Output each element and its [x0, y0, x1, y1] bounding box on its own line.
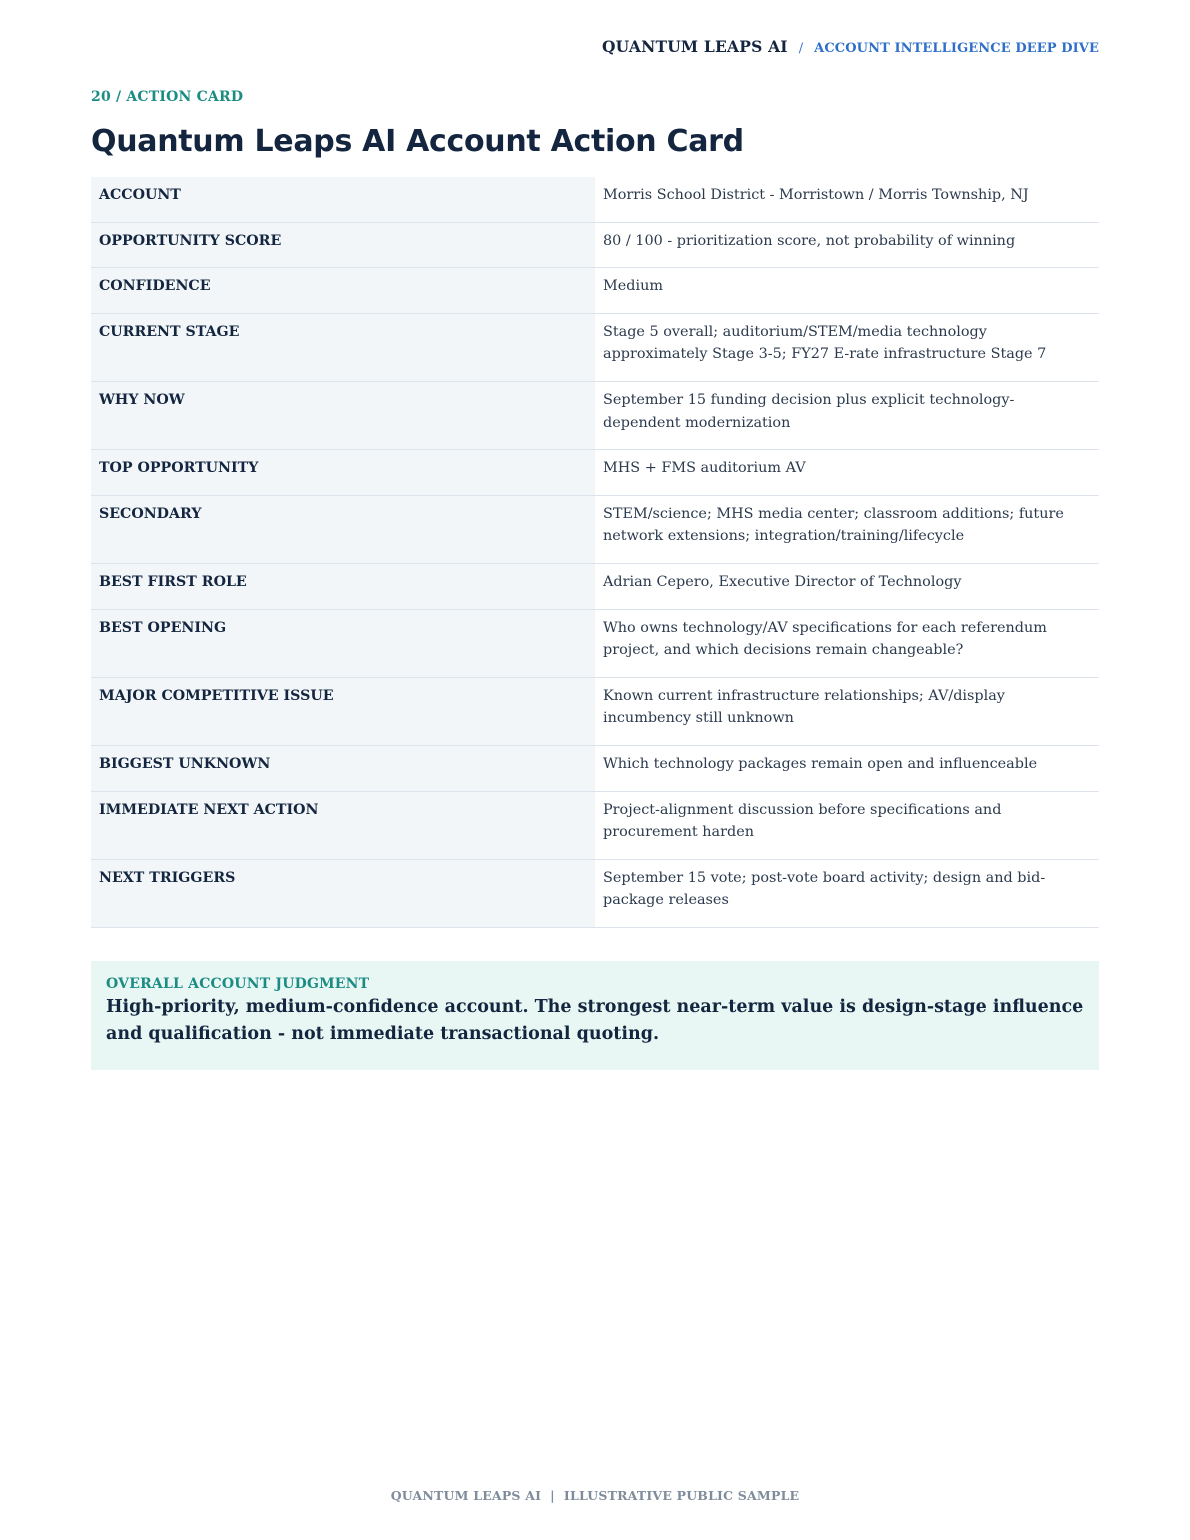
row-value: MHS + FMS auditorium AV	[595, 450, 1099, 496]
table-row	[91, 450, 1099, 496]
header-separator: /	[798, 41, 804, 56]
row-label: ACCOUNT	[91, 177, 595, 222]
document-name: ACCOUNT INTELLIGENCE DEEP DIVE	[814, 41, 1099, 56]
row-value: Adrian Cepero, Executive Director of Technology	[595, 563, 1099, 609]
row-label: IMMEDIATE NEXT ACTION	[91, 791, 595, 859]
table-row	[91, 313, 1099, 381]
table-row	[91, 222, 1099, 268]
page-footer	[0, 1488, 1190, 1503]
row-value: Morris School District - Morristown / Morris Township, NJ	[595, 177, 1099, 222]
row-value: Who owns technology/AV specifications for each referendum project, and which decisions remain changeable?	[595, 609, 1099, 677]
table-row	[91, 381, 1099, 449]
table-row	[91, 563, 1099, 609]
row-label: OPPORTUNITY SCORE	[91, 222, 595, 268]
overall-judgment-box	[91, 961, 1099, 1070]
row-value: September 15 funding decision plus explicit technology-dependent modernization	[595, 381, 1099, 449]
row-label: WHY NOW	[91, 381, 595, 449]
table-row	[91, 745, 1099, 791]
table-row	[91, 495, 1099, 563]
row-label: BEST OPENING	[91, 609, 595, 677]
table-row	[91, 609, 1099, 677]
action-card-rows	[91, 177, 1099, 927]
row-value: Medium	[595, 268, 1099, 314]
row-label: NEXT TRIGGERS	[91, 859, 595, 927]
footer-brand: QUANTUM LEAPS AI	[390, 1488, 542, 1503]
brand-name: QUANTUM LEAPS AI	[601, 37, 788, 56]
row-value: Which technology packages remain open and influenceable	[595, 745, 1099, 791]
row-label: TOP OPPORTUNITY	[91, 450, 595, 496]
row-label: CURRENT STAGE	[91, 313, 595, 381]
row-value: STEM/science; MHS media center; classroom additions; future network extensions; integration/training/lifecycle	[595, 495, 1099, 563]
page-header	[602, 37, 1099, 56]
row-label: BIGGEST UNKNOWN	[91, 745, 595, 791]
table-row	[91, 859, 1099, 927]
table-row	[91, 677, 1099, 745]
row-label: BEST FIRST ROLE	[91, 563, 595, 609]
row-value: 80 / 100 - prioritization score, not probability of winning	[595, 222, 1099, 268]
row-label: MAJOR COMPETITIVE ISSUE	[91, 677, 595, 745]
row-label: SECONDARY	[91, 495, 595, 563]
judgment-text: High-priority, medium-confidence account. The strongest near-term value is design-stage influence and qualification - not immediate transactional quoting.	[106, 997, 1084, 1044]
row-label: CONFIDENCE	[91, 268, 595, 314]
page-title: Quantum Leaps AI Account Action Card	[91, 124, 744, 159]
row-value: Known current infrastructure relationships; AV/display incumbency still unknown	[595, 677, 1099, 745]
table-row	[91, 268, 1099, 314]
judgment-label: OVERALL ACCOUNT JUDGMENT	[106, 976, 370, 992]
action-card-table	[91, 177, 1099, 928]
row-value: Project-alignment discussion before specifications and procurement harden	[595, 791, 1099, 859]
row-value: September 15 vote; post-vote board activity; design and bid-package releases	[595, 859, 1099, 927]
row-value: Stage 5 overall; auditorium/STEM/media technology approximately Stage 3-5; FY27 E-rate infrastructure Stage 7	[595, 313, 1099, 381]
footer-separator: |	[550, 1488, 555, 1503]
section-label: 20 / ACTION CARD	[91, 89, 244, 105]
footer-note: ILLUSTRATIVE PUBLIC SAMPLE	[563, 1488, 800, 1503]
table-row	[91, 791, 1099, 859]
table-row	[91, 177, 1099, 222]
